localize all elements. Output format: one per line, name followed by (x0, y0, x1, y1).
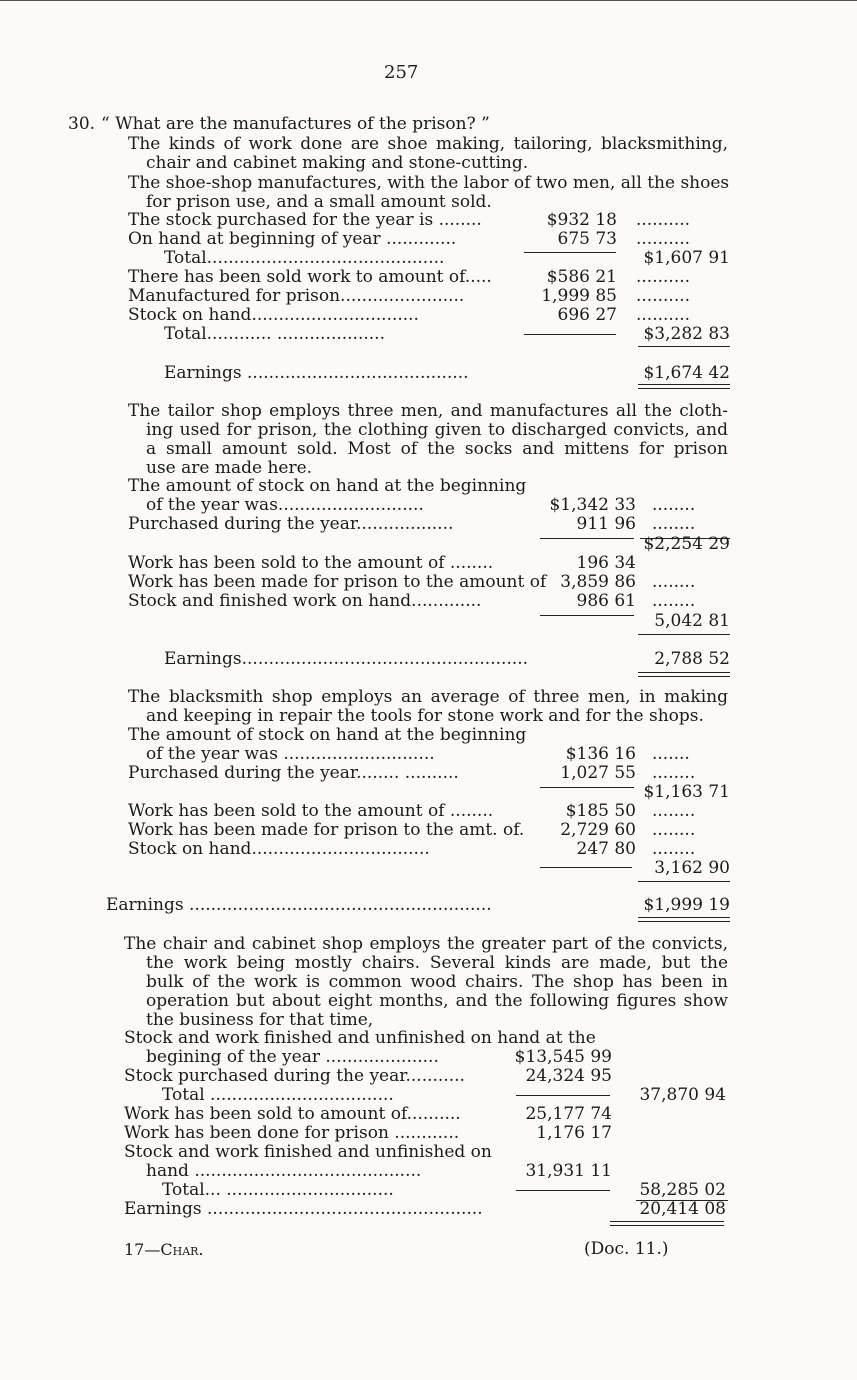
total-rule (638, 346, 730, 347)
chair-row-amount: 31,931 11 (525, 1161, 612, 1181)
tailor-row-amount: 3,859 86 (560, 572, 636, 592)
shoe-row-dots: .......... (636, 210, 691, 230)
shoe-row-dots: .......... (636, 305, 691, 325)
chair-row-label: begining of the year ..................... (146, 1047, 439, 1067)
tailor-row-dots: ........ (652, 514, 696, 534)
subtotal-rule (516, 1095, 610, 1096)
tailor-row-amount: 911 96 (576, 514, 636, 534)
shoe-earnings-label: Earnings ......................................... (164, 363, 469, 383)
blacksmith-row-label: Purchased during the year........ .......... (128, 763, 459, 783)
shoe-row-amount: $932 18 (546, 210, 617, 230)
tailor-para-line-2: ing used for prison, the clothing given to discharged convicts, and (146, 420, 728, 440)
earnings-double-rule (638, 672, 730, 677)
chair-row-label: Stock and work finished and unfinished on hand at the (124, 1028, 596, 1048)
earnings-double-rule (638, 917, 730, 922)
blacksmith-row-label: Stock on hand................................. (128, 839, 430, 859)
chair-row-amount: $13,545 99 (514, 1047, 612, 1067)
tailor-total-amount: 5,042 81 (654, 611, 730, 631)
blacksmith-row-amount: 247 80 (576, 839, 636, 859)
blacksmith-earnings-amount: $1,999 19 (643, 895, 730, 915)
tailor-row-amount: 196 34 (576, 553, 636, 573)
tailor-row-dots: ........ (652, 495, 696, 515)
tailor-earnings-label: Earnings..................................................... (164, 649, 529, 669)
chair-para-line-5: the business for that time, (146, 1010, 374, 1030)
tailor-row-label: The amount of stock on hand at the beginning (128, 476, 527, 496)
total-rule (638, 881, 730, 882)
chair-row-label: Work has been sold to amount of.......... (124, 1104, 461, 1124)
blacksmith-row-label: Work has been made for prison to the amt. of. (128, 820, 525, 840)
shoe-row-label: Stock on hand............................... (128, 305, 419, 325)
blacksmith-total-amount: $1,163 71 (643, 782, 730, 802)
blacksmith-row-amount: $136 16 (565, 744, 636, 764)
blacksmith-row-dots: ........ (652, 820, 696, 840)
blacksmith-row-dots: ....... (652, 744, 690, 764)
shoe-row-label: The stock purchased for the year is ........ (128, 210, 482, 230)
subtotal-rule (540, 787, 634, 788)
shoe-total-label: Total............ .................... (164, 324, 385, 344)
subtotal-rule (540, 615, 634, 616)
chair-para-line-4: operation but about eight months, and the following figures show (146, 991, 728, 1011)
tailor-row-amount: $1,342 33 (549, 495, 636, 515)
chair-row-label: hand .......................................... (146, 1161, 422, 1181)
tailor-total-amount: $2,254 29 (643, 534, 730, 554)
blacksmith-row-amount: 1,027 55 (560, 763, 636, 783)
question-number: 30. (68, 114, 96, 134)
chair-row-amount: 1,176 17 (536, 1123, 612, 1143)
intro-line-1: The kinds of work done are shoe making, tailoring, blacksmithing, (128, 134, 728, 154)
blacksmith-row-dots: ........ (652, 801, 696, 821)
shoe-row-dots: .......... (636, 286, 691, 306)
tailor-row-amount: 986 61 (576, 591, 636, 611)
blacksmith-row-dots: ........ (652, 763, 696, 783)
chair-total-amount: 58,285 02 (639, 1180, 726, 1200)
shoe-row-label: On hand at beginning of year ............. (128, 229, 457, 249)
blacksmith-para-line-2: and keeping in repair the tools for stone work and for the shops. (146, 706, 704, 726)
chair-earnings-label: Earnings ................................................... (124, 1199, 483, 1219)
shoe-total-label: Total............................................ (164, 248, 445, 268)
shoe-row-amount: 696 27 (557, 305, 617, 325)
shoe-row-dots: .......... (636, 229, 691, 249)
shoe-total-amount: $1,607 91 (643, 248, 730, 268)
shoe-para-line-2: for prison use, and a small amount sold. (146, 192, 492, 212)
blacksmith-row-dots: ........ (652, 839, 696, 859)
tailor-earnings-amount: 2,788 52 (654, 649, 730, 669)
tailor-row-label: Work has been made for prison to the amount of (128, 572, 547, 592)
shoe-para-line-1: The shoe-shop manufactures, with the labor of two men, all the shoes (128, 173, 730, 193)
subtotal-rule (524, 334, 616, 335)
chair-total-label: Total... ............................... (162, 1180, 394, 1200)
shoe-earnings-amount: $1,674 42 (643, 363, 730, 383)
chair-row-amount: 25,177 74 (525, 1104, 612, 1124)
signature-mark: 17—Char. (124, 1240, 204, 1259)
tailor-row-dots: ........ (652, 572, 696, 592)
subtotal-rule (524, 252, 616, 253)
earnings-double-rule (638, 384, 730, 389)
blacksmith-row-label: The amount of stock on hand at the beginning (128, 725, 527, 745)
chair-para-line-3: bulk of the work is common wood chairs. The shop has been in (146, 972, 728, 992)
shoe-row-dots: .......... (636, 267, 691, 287)
tailor-para-line-4: use are made here. (146, 458, 313, 478)
earnings-double-rule (610, 1221, 724, 1226)
blacksmith-row-label: Work has been sold to the amount of ........ (128, 801, 494, 821)
tailor-row-dots: ........ (652, 591, 696, 611)
subtotal-rule (540, 538, 634, 539)
blacksmith-para-line-1: The blacksmith shop employs an average of three men, in making (128, 687, 728, 707)
blacksmith-earnings-label: Earnings ........................................................ (106, 895, 492, 915)
tailor-para-line-1: The tailor shop employs three men, and manufactures all the cloth- (128, 401, 728, 421)
document-reference: (Doc. 11.) (584, 1239, 669, 1259)
blacksmith-total-amount: 3,162 90 (654, 858, 730, 878)
shoe-row-amount: 675 73 (557, 229, 617, 249)
shoe-total-amount: $3,282 83 (643, 324, 730, 344)
top-border (0, 0, 857, 1)
subtotal-rule (516, 1190, 610, 1191)
shoe-row-amount: $586 21 (546, 267, 617, 287)
tailor-row-label: of the year was........................... (146, 495, 424, 515)
chair-row-label: Stock purchased during the year........... (124, 1066, 465, 1086)
chair-row-label: Stock and work finished and unfinished on (124, 1142, 492, 1162)
shoe-row-label: Manufactured for prison....................... (128, 286, 465, 306)
tailor-row-label: Work has been sold to the amount of ........ (128, 553, 494, 573)
chair-total-label: Total .................................. (162, 1085, 394, 1105)
question-text: “ What are the manufactures of the prison? ” (101, 114, 490, 134)
shoe-row-amount: 1,999 85 (541, 286, 617, 306)
tailor-row-label: Purchased during the year.................. (128, 514, 454, 534)
chair-para-line-2: the work being mostly chairs. Several kinds are made, but the (146, 953, 728, 973)
chair-row-amount: 24,324 95 (525, 1066, 612, 1086)
subtotal-rule (540, 867, 632, 868)
chair-row-label: Work has been done for prison ............ (124, 1123, 460, 1143)
blacksmith-row-amount: $185 50 (565, 801, 636, 821)
intro-line-2: chair and cabinet making and stone-cutting. (146, 153, 529, 173)
chair-earnings-amount: 20,414 08 (639, 1199, 726, 1219)
chair-total-amount: 37,870 94 (639, 1085, 726, 1105)
tailor-para-line-3: a small amount sold. Most of the socks and mittens for prison (146, 439, 728, 459)
shoe-row-label: There has been sold work to amount of..... (128, 267, 492, 287)
tailor-row-label: Stock and finished work on hand............. (128, 591, 482, 611)
blacksmith-row-amount: 2,729 60 (560, 820, 636, 840)
chair-para-line-1: The chair and cabinet shop employs the greater part of the convicts, (124, 934, 728, 954)
page-number: 257 (384, 62, 419, 83)
blacksmith-row-label: of the year was ............................ (146, 744, 435, 764)
total-rule (638, 634, 730, 635)
